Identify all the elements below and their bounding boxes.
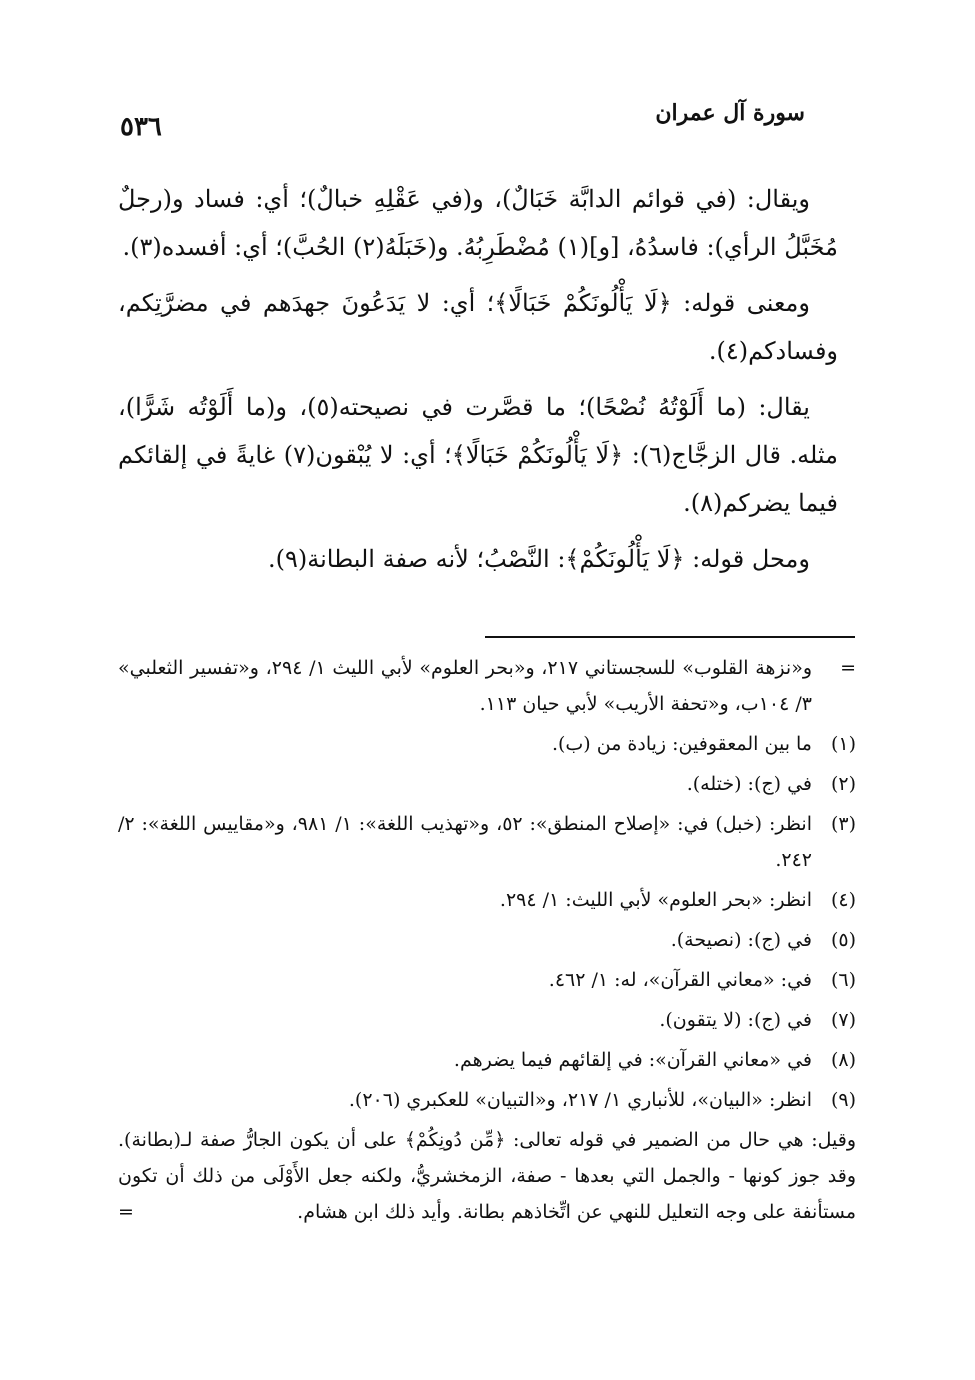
footnote-number: (٣) (830, 813, 856, 835)
footnote-text: ما بين المعقوفين: زيادة من (ب). (551, 733, 812, 755)
continuation-text: و«نزهة القلوب» للسجستاني ٢١٧، و«بحر العلوم» لأبي الليث ١/ ٢٩٤، و«تفسير الثعلبي» ٣/ ١٠٤ب، و«تحفة الأريب» لأبي حيان ١١٣. (118, 657, 812, 715)
footnote-continuation (118, 650, 856, 722)
footnote-number: (٦) (830, 969, 856, 991)
footnote-8 (118, 1042, 856, 1078)
paragraph-1: ويقال: (في قوائم الدابَّة خَبَالٌ)، و(في عَقْلِهِ خبالٌ)؛ أي: فساد و(رجلٌ مُخَبَّلُ الرأي): فاسدُهُ، [و](١) مُضْطَرِبُهُ. و(خَبَلَهُ(٢) الحُبَّ)؛ أي: أفسده(٣). (118, 185, 838, 261)
footnote-text: في «معاني القرآن»: في إلقائهم فيما يضرهم. (453, 1049, 812, 1071)
page-number: ٥٣٦ (120, 112, 162, 142)
footnote-3 (118, 806, 856, 878)
footnote-number: (٧) (830, 1009, 856, 1031)
continuation-end-mark: = (118, 1201, 134, 1223)
footnote-text: في: «معاني القرآن»، له: ١/ ٤٦٢. (548, 969, 812, 991)
footnote-extra (118, 1122, 856, 1230)
footnote-text: في (ج): (نصيحة). (670, 929, 812, 951)
footnote-1 (118, 726, 856, 762)
continuation-mark: = (840, 657, 856, 679)
footnote-text: في (ج): (ختله). (686, 773, 812, 795)
footnote-5 (118, 922, 856, 958)
footnote-number: (٢) (830, 773, 856, 795)
footnote-2 (118, 766, 856, 802)
footnote-number: (٥) (830, 929, 856, 951)
footnote-extra-text: وقيل: هي حال من الضمير في قوله تعالى: ﴿مِّن دُونِكُمْ﴾ على أن يكون الجارُّ صفة لـ(بطانة). وقد جوز كونها - والجمل التي بعدها - صفة، الزمخشريُّ، ولكنه جعل الأَوْلَى من ذلك أن تكون مستأنفة على وجه التعليل للنهي عن اتِّخاذهم بطانة. وأيد ذلك ابن هشام. (118, 1129, 856, 1223)
footnote-9 (118, 1082, 856, 1118)
footnote-text: انظر: «بحر العلوم» لأبي الليث: ١/ ٢٩٤. (499, 889, 812, 911)
paragraph-4: ومحل قوله: ﴿لَا يَأْلُونَكُمْ﴾: النَّصْبُ؛ لأنه صفة البطانة(٩). (267, 545, 810, 573)
surah-title: سورة آل عمران (655, 100, 805, 126)
paragraph-2: ومعنى قوله: ﴿لَا يَأْلُونَكُمْ خَبَالًا﴾؛ أي: لا يَدَعُونَ جهدَهم في مضرَّتِكم، وفسادكم(٤). (118, 289, 838, 365)
footnote-4 (118, 882, 856, 918)
footnote-number: (٩) (830, 1089, 856, 1111)
footnote-text: انظر: «البيان»، للأنباري ١/ ٢١٧، و«التبيان» للعكبري (٢٠٦). (348, 1089, 812, 1111)
footnote-6 (118, 962, 856, 998)
footnote-text: في (ج): (لا يتقون). (659, 1009, 812, 1031)
footnote-number: (٨) (830, 1049, 856, 1071)
footnotes (118, 650, 856, 1230)
footnote-number: (٤) (830, 889, 856, 911)
page-header (120, 92, 805, 142)
paragraph-3: يقال: (ما أَلَوْتُهُ نُصْحًا)؛ ما قصَّرت في نصيحته(٥)، و(ما أَلَوْتُه شَرًّا)، مثله. قال الزجَّاج(٦): ﴿لَا يَأْلُونَكُمْ خَبَالًا﴾؛ أي: لا يُبْقون(٧) غايةً في إلقائكم فيما يضركم(٨). (118, 393, 838, 517)
footnote-text: انظر: (خبل) في: «إصلاح المنطق»: ٥٢، و«تهذيب اللغة»: ١/ ٩٨١، و«مقاييس اللغة»: ٢/ ٢٤٢. (118, 813, 812, 871)
footnote-number: (١) (830, 733, 856, 755)
footnote-7 (118, 1002, 856, 1038)
footnote-separator (485, 636, 855, 638)
main-text (118, 175, 838, 591)
